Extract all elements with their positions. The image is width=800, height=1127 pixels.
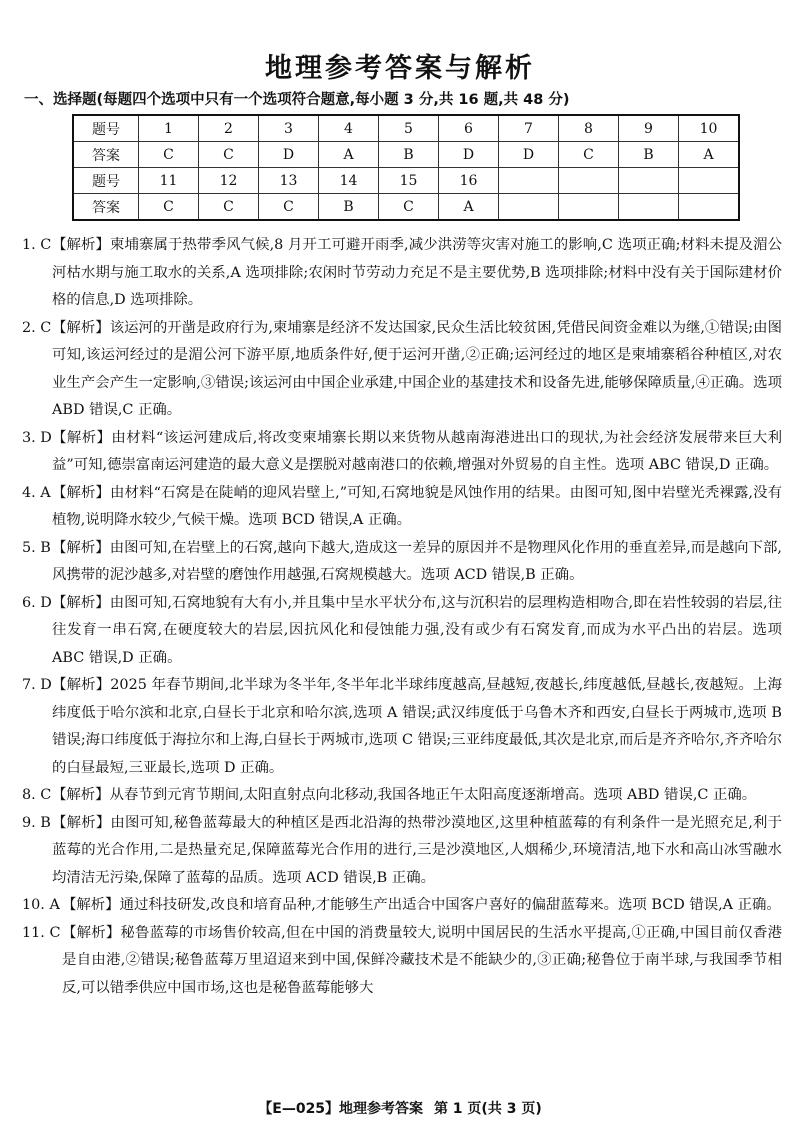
table-row (73, 168, 739, 194)
table-cell: C (379, 194, 439, 221)
question-answer: 2. C (22, 319, 52, 336)
table-cell: 11 (139, 168, 199, 194)
table-cell: 2 (199, 115, 259, 142)
table-cell: 16 (439, 168, 499, 194)
table-cell: C (139, 194, 199, 221)
explanation-text: 【解析】该运河的开凿是政府行为,柬埔寨是经济不发达国家,民众生活比较贫困,凭借民间资金难以为继,①错误;由图可知,该运河经过的是湄公河下游平原,地质条件好,便于运河开凿,②正确;运河经过的地区是柬埔寨稻谷种植区,对农业生产会产生一定影响,③错误;该运河由中国企业承建,中国企业的基建技术和设备先进,能够保障质量,④正确。选项 ABD 错误,C 正确。 (52, 319, 782, 418)
explanation-text: 【解析】从春节到元宵节期间,太阳直射点向北移动,我国各地正午太阳高度逐渐增高。选项 ABD 错误,C 正确。 (52, 787, 757, 803)
table-row (73, 142, 739, 168)
question-answer: 6. D (22, 594, 52, 611)
explanation-text: 【解析】由图可知,秘鲁蓝莓最大的种植区是西北沿海的热带沙漠地区,这里种植蓝莓的有利条件一是光照充足,利于蓝莓的光合作用,二是热量充足,保障蓝莓光合作用的进行,三是沙漠地区,人烟稀少,环境清洁,地下水和高山冰雪融水均清洁无污染,保障了蓝莓的品质。选项 ACD 错误,B 正确。 (52, 814, 782, 886)
table-cell (559, 168, 619, 194)
page-footer (0, 1098, 800, 1118)
table-cell: C (559, 142, 619, 168)
table-cell: C (199, 142, 259, 168)
explanation-text: 【解析】由材料“石窝是在陡峭的迎风岩壁上,”可知,石窝地貌是风蚀作用的结果。由图可知,图中岩壁光秃裸露,没有植物,说明降水较少,气候干燥。选项 BCD 错误,A 正确。 (52, 484, 782, 528)
table-cell: D (259, 142, 319, 168)
explanation-text: 【解析】由图可知,在岩壁上的石窝,越向下越大,造成这一差异的原因并不是物理风化作用的垂直差异,而是越向下部,风携带的泥沙越多,对岩壁的磨蚀作用越强,石窝规模越大。选项 ACD 错误,B 正确。 (52, 539, 782, 583)
table-cell: 8 (559, 115, 619, 142)
table-cell: 9 (619, 115, 679, 142)
explanation-item (22, 672, 782, 782)
table-cell: B (379, 142, 439, 168)
table-cell (679, 168, 740, 194)
table-cell: 4 (319, 115, 379, 142)
explanation-item (22, 480, 782, 535)
table-cell: D (499, 142, 559, 168)
explanation-item (22, 590, 782, 673)
table-cell: 3 (259, 115, 319, 142)
explanation-item (22, 782, 782, 810)
answer-table (72, 114, 740, 221)
table-cell (499, 194, 559, 221)
question-answer: 3. D (22, 429, 52, 446)
table-cell (559, 194, 619, 221)
explanation-item (22, 315, 782, 425)
table-cell: 15 (379, 168, 439, 194)
table-cell (619, 168, 679, 194)
table-cell: 7 (499, 115, 559, 142)
row-label: 答案 (73, 194, 139, 221)
row-label: 题号 (73, 168, 139, 194)
table-cell: A (319, 142, 379, 168)
question-answer: 8. C (22, 787, 52, 803)
table-cell: 1 (139, 115, 199, 142)
explanation-item (22, 232, 782, 315)
footer-code: 【E—025】地理参考答案 (258, 1101, 424, 1117)
table-cell: 13 (259, 168, 319, 194)
question-answer: 1. C (22, 237, 52, 253)
explanation-text: 【解析】柬埔寨属于热带季风气候,8 月开工可避开雨季,减少洪涝等灾害对施工的影响,C 选项正确;材料未提及湄公河枯水期与施工取水的关系,A 选项排除;农闲时节劳动力充足不是主要优势,B 选项排除;材料中没有关于国际建材价格的信息,D 选项排除。 (52, 237, 782, 308)
question-answer: 11. C (22, 924, 61, 941)
table-cell: 5 (379, 115, 439, 142)
question-answer: 5. B (22, 539, 51, 556)
table-cell: A (439, 194, 499, 221)
table-cell: 6 (439, 115, 499, 142)
explanation-text: 【解析】由材料“该运河建成后,将改变柬埔寨长期以来货物从越南海港进出口的现状,为社会经济发展带来巨大利益”可知,德崇富南运河建造的最大意义是摆脱对越南港口的依赖,增强对外贸易的自主性。选项 ABC 错误,D 正确。 (52, 429, 782, 473)
row-label: 题号 (73, 115, 139, 142)
table-cell: C (259, 194, 319, 221)
table-cell: A (679, 142, 740, 168)
question-answer: 7. D (22, 677, 52, 693)
table-cell (679, 194, 740, 221)
explanation-text: 【解析】2025 年春节期间,北半球为冬半年,冬半年北半球纬度越高,昼越短,夜越长,纬度越低,昼越长,夜越短。上海纬度低于哈尔滨和北京,白昼长于北京和哈尔滨,选项 A 错误;武汉纬度低于乌鲁木齐和西安,白昼长于两城市,选项 B 错误;海口纬度低于海拉尔和上海,白昼长于两城市,选项 C 错误;三亚纬度最低,其次是北京,而后是齐齐哈尔,齐齐哈尔的白昼最短,三亚最长,选项 D 正确。 (52, 677, 782, 776)
explanation-text: 【解析】秘鲁蓝莓的市场售价较高,但在中国的消费量较大,说明中国居民的生活水平提高,①正确,中国目前仅香港是自由港,②错误;秘鲁蓝莓万里迢迢来到中国,保鲜冷藏技术是不能缺少的,③正确;秘鲁位于南半球,与我国季节相反,可以错季供应中国市场,这也是秘鲁蓝莓能够大 (62, 924, 782, 996)
table-cell: B (319, 194, 379, 221)
explanation-item (22, 920, 782, 1003)
explanation-list (22, 232, 782, 1002)
table-row (73, 115, 739, 142)
question-answer: 9. B (22, 814, 51, 831)
row-label: 答案 (73, 142, 139, 168)
table-cell: 14 (319, 168, 379, 194)
table-cell: D (439, 142, 499, 168)
footer-page-number: 第 1 页(共 3 页) (433, 1101, 542, 1117)
explanation-item (22, 535, 782, 590)
table-cell (499, 168, 559, 194)
explanation-item (22, 810, 782, 893)
table-cell (619, 194, 679, 221)
explanation-item (22, 425, 782, 480)
explanation-text: 【解析】由图可知,石窝地貌有大有小,并且集中呈水平状分布,这与沉积岩的层理构造相吻合,即在岩性较弱的岩层,往往发育一串石窝,在硬度较大的岩层,因抗风化和侵蚀能力强,没有或少有石窝发育,而成为水平凸出的岩层。选项 ABC 错误,D 正确。 (52, 594, 782, 666)
question-answer: 4. A (22, 484, 51, 501)
section-heading: 一、选择题(每题四个选项中只有一个选项符合题意,每小题 3 分,共 16 题,共 48 分) (24, 92, 570, 108)
table-cell: C (139, 142, 199, 168)
explanation-text: 【解析】通过科技研发,改良和培育品种,才能够生产出适合中国客户喜好的偏甜蓝莓来。选项 BCD 错误,A 正确。 (62, 897, 781, 913)
table-cell: 12 (199, 168, 259, 194)
page-title: 地理参考答案与解析 (265, 53, 535, 84)
table-cell: 10 (679, 115, 740, 142)
explanation-item (22, 892, 782, 920)
table-cell: C (199, 194, 259, 221)
question-answer: 10. A (22, 897, 60, 913)
table-row (73, 194, 739, 221)
table-cell: B (619, 142, 679, 168)
